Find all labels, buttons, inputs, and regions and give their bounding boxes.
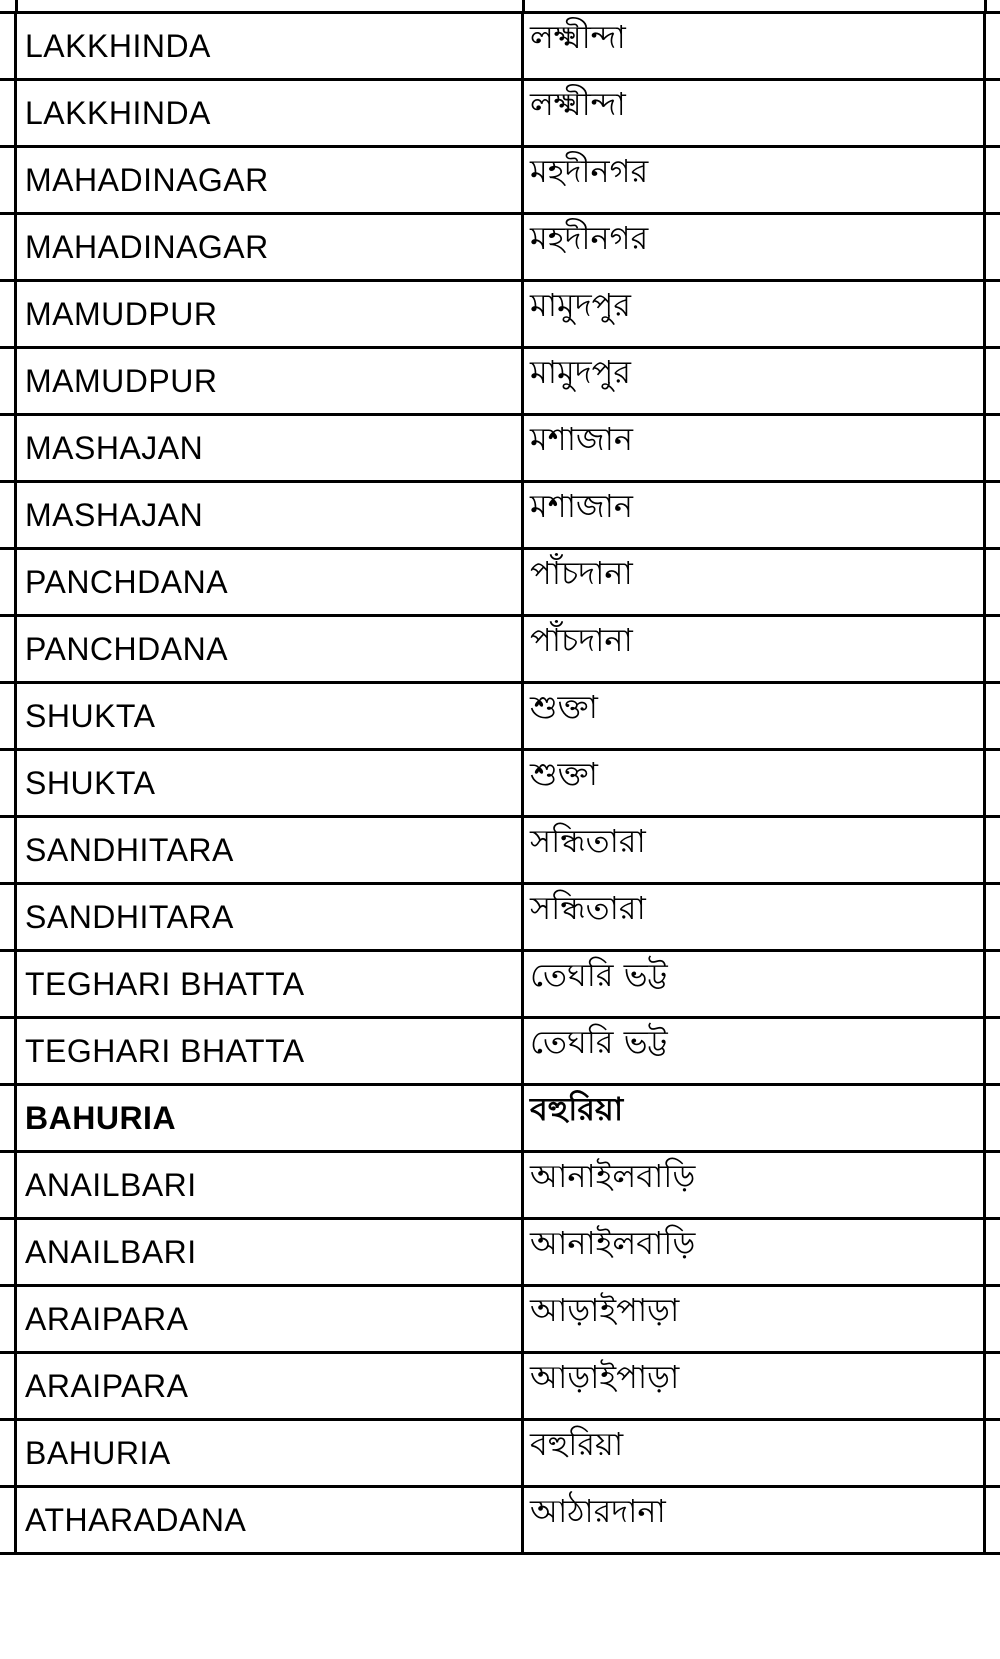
english-name-cell: SHUKTA: [17, 684, 524, 748]
bengali-name-cell: তেঘরি ভট্ট: [524, 1019, 986, 1083]
english-name-cell: SANDHITARA: [17, 818, 524, 882]
bengali-name-cell: তেঘরি ভট্ট: [524, 952, 986, 1016]
table-row: [0, 617, 1000, 684]
table-row: [0, 1019, 1000, 1086]
row-edge-cell: [0, 617, 17, 681]
table-row: [0, 1287, 1000, 1354]
english-name-cell: ARAIPARA: [17, 1354, 524, 1418]
english-name-cell: TEGHARI BHATTA: [17, 952, 524, 1016]
english-name-cell: ATHARADANA: [17, 1488, 524, 1552]
english-name-cell: BAHURIA: [17, 1086, 524, 1150]
table-body: [0, 11, 1000, 1555]
bengali-name-cell: বহুরিয়া: [524, 1086, 986, 1150]
row-edge-cell: [0, 1421, 17, 1485]
table-row: [0, 215, 1000, 282]
row-edge-cell: [0, 1488, 17, 1552]
bengali-name-cell: আনাইলবাড়ি: [524, 1153, 986, 1217]
row-edge-cell: [0, 885, 17, 949]
row-edge-cell: [0, 550, 17, 614]
english-name-cell: MAHADINAGAR: [17, 148, 524, 212]
row-edge-cell: [0, 684, 17, 748]
table-row: [0, 1220, 1000, 1287]
english-name-cell: PANCHDANA: [17, 550, 524, 614]
row-edge-cell: [0, 349, 17, 413]
english-name-cell: SHUKTA: [17, 751, 524, 815]
bengali-name-cell: মামুদপুর: [524, 349, 986, 413]
bengali-name-cell: পাঁচদানা: [524, 617, 986, 681]
bengali-name-cell: মশাজান: [524, 483, 986, 547]
table-row: [0, 1354, 1000, 1421]
table-row: [0, 282, 1000, 349]
english-name-cell: MASHAJAN: [17, 483, 524, 547]
row-edge-cell: [0, 1220, 17, 1284]
english-name-cell: MAMUDPUR: [17, 282, 524, 346]
table-row: [0, 416, 1000, 483]
table-row: [0, 818, 1000, 885]
bengali-name-cell: বহুরিয়া: [524, 1421, 986, 1485]
table-row-group-header: [0, 1086, 1000, 1153]
row-edge-cell: [0, 751, 17, 815]
row-edge-cell: [0, 416, 17, 480]
english-name-cell: BAHURIA: [17, 1421, 524, 1485]
bengali-name-cell: পাঁচদানা: [524, 550, 986, 614]
bengali-name-cell: মামুদপুর: [524, 282, 986, 346]
table-row: [0, 14, 1000, 81]
bengali-name-cell: শুক্তা: [524, 684, 986, 748]
table-row: [0, 550, 1000, 617]
english-name-cell: MAHADINAGAR: [17, 215, 524, 279]
table-row: [0, 751, 1000, 818]
bengali-name-cell: আড়াইপাড়া: [524, 1287, 986, 1351]
english-name-cell: LAKKHINDA: [17, 81, 524, 145]
table-row: [0, 1153, 1000, 1220]
bengali-name-cell: লক্ষ্মীন্দা: [524, 14, 986, 78]
table-row: [0, 885, 1000, 952]
bengali-name-cell: আড়াইপাড়া: [524, 1354, 986, 1418]
table-row: [0, 349, 1000, 416]
english-name-cell: SANDHITARA: [17, 885, 524, 949]
table-row: [0, 1421, 1000, 1488]
row-edge-cell: [0, 952, 17, 1016]
english-name-cell: ANAILBARI: [17, 1220, 524, 1284]
table-row: [0, 81, 1000, 148]
row-edge-cell: [0, 1153, 17, 1217]
english-name-cell: TEGHARI BHATTA: [17, 1019, 524, 1083]
english-name-cell: MAMUDPUR: [17, 349, 524, 413]
english-name-cell: ARAIPARA: [17, 1287, 524, 1351]
bengali-name-cell: সন্ধিতারা: [524, 818, 986, 882]
row-edge-cell: [0, 81, 17, 145]
row-edge-cell: [0, 1019, 17, 1083]
bengali-name-cell: মশাজান: [524, 416, 986, 480]
bengali-name-cell: মহদীনগর: [524, 148, 986, 212]
english-name-cell: MASHAJAN: [17, 416, 524, 480]
bengali-name-cell: আনাইলবাড়ি: [524, 1220, 986, 1284]
row-edge-cell: [0, 818, 17, 882]
english-name-cell: PANCHDANA: [17, 617, 524, 681]
row-edge-cell: [0, 483, 17, 547]
row-edge-cell: [0, 282, 17, 346]
english-name-cell: LAKKHINDA: [17, 14, 524, 78]
bengali-name-cell: লক্ষ্মীন্দা: [524, 81, 986, 145]
row-edge-cell: [0, 1086, 17, 1150]
row-edge-cell: [0, 215, 17, 279]
bengali-name-cell: শুক্তা: [524, 751, 986, 815]
bengali-name-cell: মহদীনগর: [524, 215, 986, 279]
row-edge-cell: [0, 1287, 17, 1351]
table-row: [0, 684, 1000, 751]
english-name-cell: ANAILBARI: [17, 1153, 524, 1217]
bengali-name-cell: আঠারদানা: [524, 1488, 986, 1552]
bengali-name-cell: সন্ধিতারা: [524, 885, 986, 949]
table-row: [0, 148, 1000, 215]
row-edge-cell: [0, 1354, 17, 1418]
row-edge-cell: [0, 14, 17, 78]
table-row: [0, 483, 1000, 550]
table-row: [0, 952, 1000, 1019]
row-edge-cell: [0, 148, 17, 212]
table-row: [0, 1488, 1000, 1555]
